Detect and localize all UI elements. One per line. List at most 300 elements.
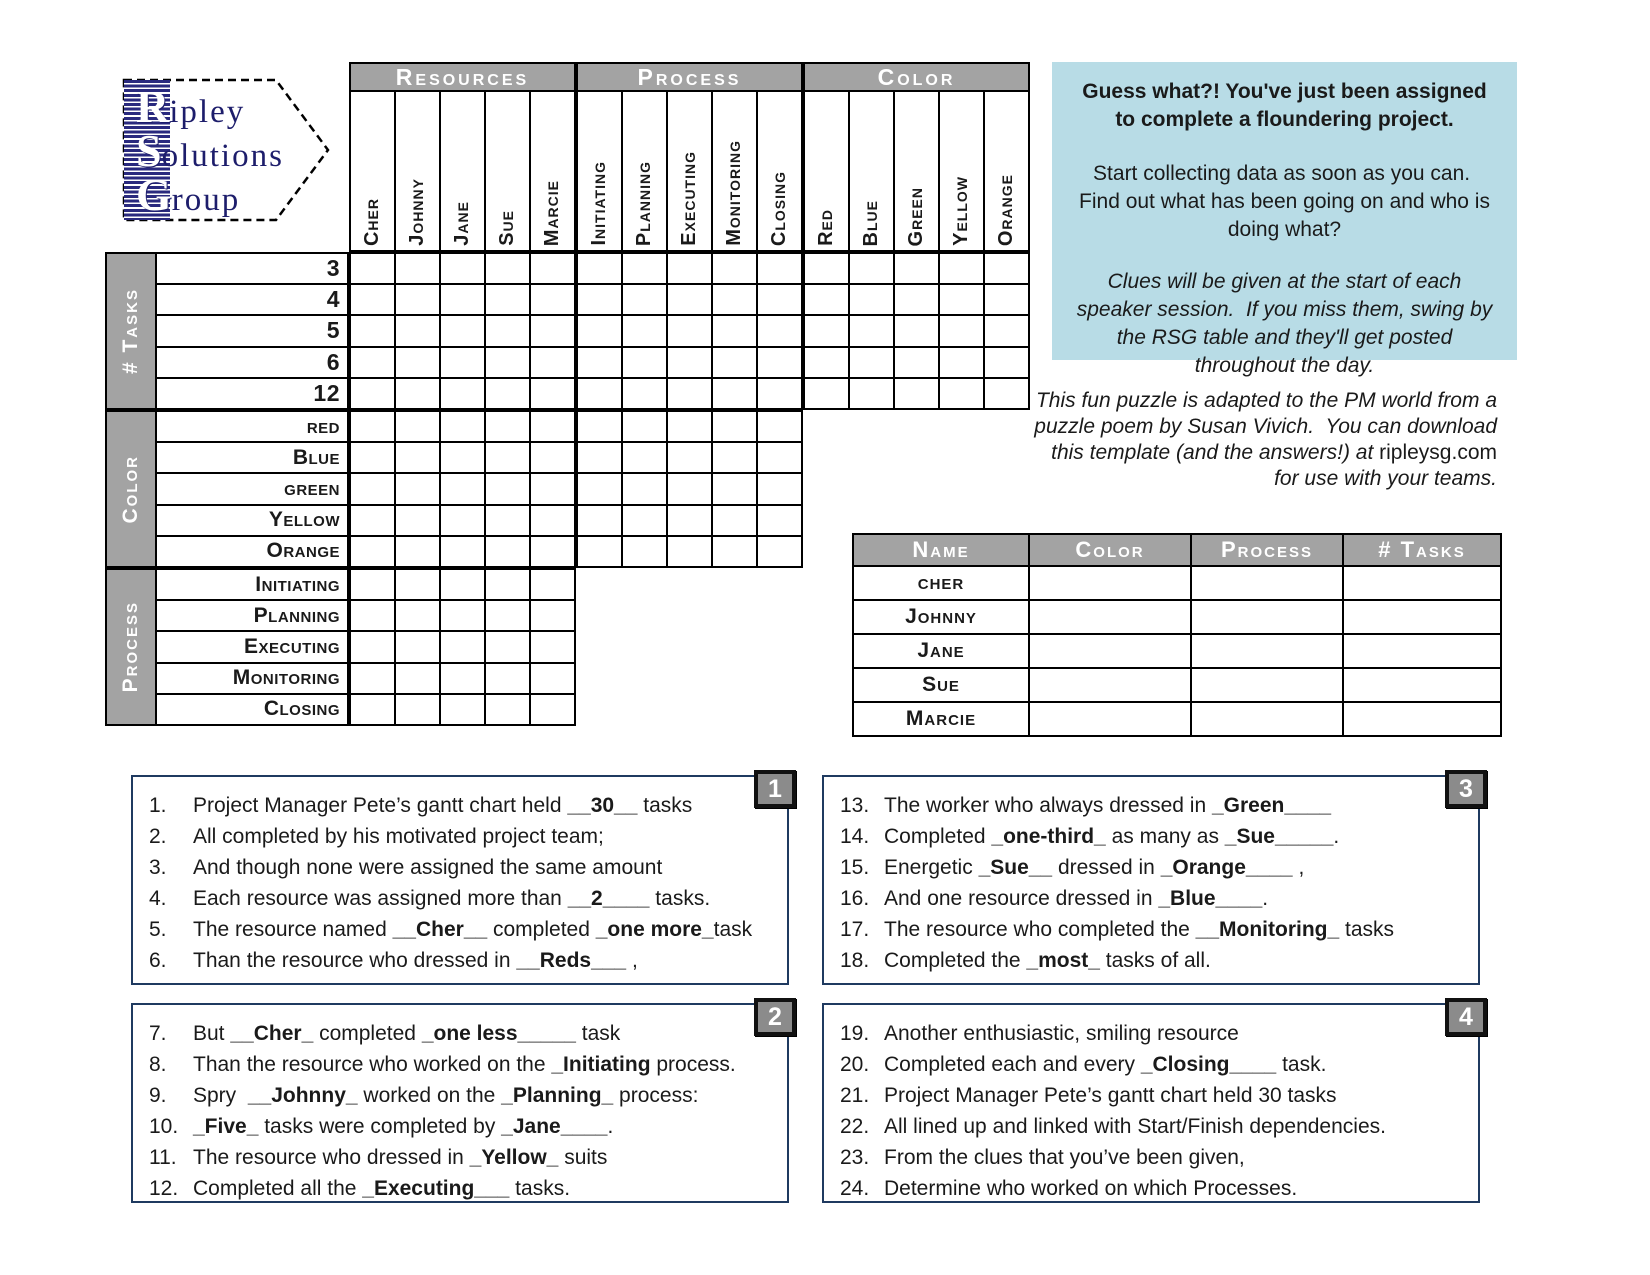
- column-group-block: [803, 62, 1030, 252]
- grid-cell[interactable]: [441, 537, 484, 566]
- answer-table-blank-cell[interactable]: [1344, 601, 1500, 633]
- column-label: Green: [905, 186, 927, 246]
- clue-line: [840, 1173, 1468, 1204]
- grid-cell[interactable]: [486, 285, 529, 314]
- grid-cell[interactable]: [985, 254, 1028, 283]
- grid-cell[interactable]: [351, 254, 394, 283]
- grid-cell[interactable]: [396, 412, 439, 441]
- clue-line: [149, 914, 777, 945]
- grid-cell[interactable]: [578, 412, 621, 441]
- attribution-segment: this template (and the answers!) at: [1051, 441, 1380, 464]
- row-group-label: Process: [119, 601, 142, 693]
- clue-line: [149, 821, 777, 852]
- grid-cell[interactable]: [758, 443, 801, 472]
- grid-cell[interactable]: [396, 379, 439, 408]
- grid-cell[interactable]: [578, 254, 621, 283]
- answer-table-blank-cell[interactable]: [1192, 635, 1342, 667]
- answer-table-header: Process: [1192, 535, 1342, 565]
- logo-initial: S: [136, 125, 162, 176]
- clue-answer-blank: _one-third_: [991, 825, 1106, 848]
- grid-cell[interactable]: [758, 316, 801, 345]
- column-group-header: Resources: [351, 64, 574, 90]
- clue-text: [884, 1173, 1468, 1204]
- clue-answer-blank: __Cher__: [392, 918, 488, 941]
- grid-cell[interactable]: [578, 316, 621, 345]
- grid-cell[interactable]: [940, 254, 983, 283]
- grid-cell[interactable]: [623, 443, 666, 472]
- grid-cell[interactable]: [531, 316, 574, 345]
- grid-cell[interactable]: [895, 316, 938, 345]
- answer-table-blank-cell[interactable]: [1344, 703, 1500, 735]
- grid-cell[interactable]: [351, 316, 394, 345]
- grid-cell[interactable]: [396, 664, 439, 693]
- grid-cell[interactable]: [396, 506, 439, 535]
- attribution-line: [1010, 414, 1497, 440]
- clue-text-segment: All lined up and linked with Start/Finish dependencies.: [884, 1115, 1386, 1138]
- column-label: Monitoring: [723, 140, 745, 246]
- answer-table-blank-cell[interactable]: [1030, 703, 1190, 735]
- clue-number: 20.: [840, 1053, 870, 1076]
- grid-cell[interactable]: [486, 664, 529, 693]
- grid-cell[interactable]: [578, 379, 621, 408]
- grid-cell[interactable]: [623, 537, 666, 566]
- grid-cell[interactable]: [486, 474, 529, 503]
- grid-cell[interactable]: [758, 254, 801, 283]
- grid-cell[interactable]: [396, 474, 439, 503]
- grid-cell[interactable]: [441, 285, 484, 314]
- answer-table-blank-cell[interactable]: [1192, 567, 1342, 599]
- clue-number: 12.: [149, 1177, 179, 1200]
- answer-table-blank-cell[interactable]: [1344, 635, 1500, 667]
- attribution-segment: This fun puzzle is adapted to the PM world from a: [1035, 389, 1497, 412]
- grid-cell[interactable]: [486, 379, 529, 408]
- grid-cell[interactable]: [486, 537, 529, 566]
- grid-cell[interactable]: [713, 443, 756, 472]
- clue-text-segment: tasks.: [509, 1177, 571, 1200]
- grid-cell[interactable]: [623, 348, 666, 377]
- grid-cell[interactable]: [850, 254, 893, 283]
- grid-cell[interactable]: [486, 601, 529, 630]
- grid-cell[interactable]: [441, 601, 484, 630]
- clue-line: [149, 1142, 777, 1173]
- grid-cell[interactable]: [578, 285, 621, 314]
- row-group-header: [107, 412, 155, 566]
- grid-cell[interactable]: [578, 348, 621, 377]
- column-label-cell: [441, 92, 484, 250]
- grid-cell[interactable]: [623, 254, 666, 283]
- grid-cell[interactable]: [351, 285, 394, 314]
- clue-line: [840, 1080, 1468, 1111]
- grid-cell[interactable]: [351, 695, 394, 724]
- column-label-cell: [850, 92, 893, 250]
- grid-cell[interactable]: [895, 254, 938, 283]
- grid-cell[interactable]: [441, 632, 484, 661]
- grid-cell[interactable]: [486, 632, 529, 661]
- answer-table-blank-cell[interactable]: [1030, 635, 1190, 667]
- column-label: Planning: [633, 160, 655, 246]
- grid-cell[interactable]: [396, 537, 439, 566]
- answer-table-name: Sue: [854, 669, 1028, 701]
- grid-cell[interactable]: [441, 379, 484, 408]
- grid-cell[interactable]: [668, 474, 711, 503]
- answer-grid-block: [349, 568, 576, 726]
- grid-cell[interactable]: [940, 348, 983, 377]
- answer-table-blank-cell[interactable]: [1192, 669, 1342, 701]
- clue-line: [149, 1018, 777, 1049]
- attribution-text: [1010, 388, 1497, 492]
- grid-cell[interactable]: [396, 632, 439, 661]
- grid-cell[interactable]: [531, 506, 574, 535]
- grid-cell[interactable]: [441, 412, 484, 441]
- answer-table-blank-cell[interactable]: [1192, 703, 1342, 735]
- clue-text-segment: Completed each and every: [884, 1053, 1141, 1076]
- grid-cell[interactable]: [713, 537, 756, 566]
- grid-cell[interactable]: [758, 506, 801, 535]
- grid-cell[interactable]: [668, 285, 711, 314]
- clue-text: [884, 1049, 1468, 1080]
- clue-answer-blank: _Blue____: [1158, 887, 1263, 910]
- clue-line: [840, 1018, 1468, 1049]
- clue-text: [884, 852, 1468, 883]
- grid-cell[interactable]: [441, 474, 484, 503]
- grid-cell[interactable]: [441, 664, 484, 693]
- grid-cell[interactable]: [578, 443, 621, 472]
- grid-cell[interactable]: [486, 348, 529, 377]
- grid-cell[interactable]: [985, 285, 1028, 314]
- grid-cell[interactable]: [713, 412, 756, 441]
- grid-cell[interactable]: [850, 316, 893, 345]
- grid-cell[interactable]: [668, 443, 711, 472]
- grid-cell[interactable]: [668, 316, 711, 345]
- clue-text-segment: And though none were assigned the same amount: [193, 856, 663, 879]
- grid-cell[interactable]: [486, 443, 529, 472]
- clue-text: [884, 1111, 1468, 1142]
- row-label: 3: [157, 254, 347, 283]
- grid-cell[interactable]: [486, 316, 529, 345]
- grid-cell[interactable]: [531, 412, 574, 441]
- column-label-row: [805, 92, 1028, 250]
- clue-text: [884, 1080, 1468, 1111]
- grid-cell[interactable]: [441, 695, 484, 724]
- grid-cell[interactable]: [396, 695, 439, 724]
- clue-answer-blank: __2____: [567, 887, 650, 910]
- attribution-segment: for use with your teams.: [1274, 467, 1497, 490]
- clue-number: 1.: [149, 794, 167, 817]
- grid-cell[interactable]: [351, 537, 394, 566]
- answer-table-blank-cell[interactable]: [1192, 601, 1342, 633]
- clue-box-4-badge: 4: [1445, 998, 1487, 1036]
- clue-answer-blank: _one more_: [595, 918, 714, 941]
- grid-cell[interactable]: [805, 379, 848, 408]
- grid-cell[interactable]: [940, 379, 983, 408]
- grid-cell[interactable]: [758, 474, 801, 503]
- clue-text-segment: The resource who completed the: [884, 918, 1196, 941]
- grid-cell[interactable]: [396, 316, 439, 345]
- clue-text-segment: Completed all the: [193, 1177, 363, 1200]
- grid-cell[interactable]: [441, 506, 484, 535]
- clue-text: [193, 883, 777, 914]
- clue-line: [840, 914, 1468, 945]
- clue-box-2-badge: 2: [754, 998, 796, 1036]
- grid-cell[interactable]: [486, 570, 529, 599]
- clue-number: 22.: [840, 1115, 870, 1138]
- grid-cell[interactable]: [940, 285, 983, 314]
- clue-text-segment: The worker who always dressed in: [884, 794, 1212, 817]
- clue-text-segment: .: [1333, 825, 1340, 848]
- clue-box-3-badge: 3: [1445, 770, 1487, 808]
- clue-number: 14.: [840, 825, 870, 848]
- attribution-line: [1010, 388, 1497, 414]
- clue-text-segment: Than the resource who worked on the: [193, 1053, 552, 1076]
- clue-list-2: [133, 1005, 787, 1204]
- clue-number: 13.: [840, 794, 870, 817]
- row-group-label: # Tasks: [119, 287, 142, 375]
- grid-cell[interactable]: [351, 443, 394, 472]
- grid-cell[interactable]: [531, 379, 574, 408]
- clue-box-2: [131, 1003, 789, 1203]
- row-label: 12: [157, 379, 347, 408]
- clue-text: [884, 914, 1468, 945]
- grid-cell[interactable]: [531, 254, 574, 283]
- grid-cell[interactable]: [396, 348, 439, 377]
- grid-cell[interactable]: [531, 695, 574, 724]
- clue-text: [884, 883, 1468, 914]
- clue-text-segment: Determine who worked on which Processes.: [884, 1177, 1298, 1200]
- grid-cell[interactable]: [351, 601, 394, 630]
- grid-cell[interactable]: [396, 254, 439, 283]
- clue-number: 17.: [840, 918, 870, 941]
- clue-text: [193, 1173, 777, 1204]
- grid-cell[interactable]: [531, 285, 574, 314]
- grid-cell[interactable]: [668, 412, 711, 441]
- grid-cell[interactable]: [895, 379, 938, 408]
- clue-number: 21.: [840, 1084, 870, 1107]
- grid-cell[interactable]: [578, 506, 621, 535]
- grid-cell[interactable]: [351, 632, 394, 661]
- grid-cell[interactable]: [351, 412, 394, 441]
- clue-line: [840, 945, 1468, 976]
- grid-cell[interactable]: [805, 316, 848, 345]
- grid-cell[interactable]: [441, 316, 484, 345]
- grid-cell[interactable]: [713, 254, 756, 283]
- grid-cell[interactable]: [713, 285, 756, 314]
- grid-cell[interactable]: [758, 285, 801, 314]
- clue-text-segment: completed: [313, 1022, 422, 1045]
- answer-grid-block: [576, 410, 803, 568]
- grid-cell[interactable]: [985, 348, 1028, 377]
- grid-cell[interactable]: [351, 570, 394, 599]
- clue-text-segment: Project Manager Pete’s gantt chart held 30 tasks: [884, 1084, 1337, 1107]
- clue-text-segment: .: [607, 1115, 614, 1138]
- grid-cell[interactable]: [531, 348, 574, 377]
- grid-cell[interactable]: [578, 537, 621, 566]
- clue-line: [149, 1111, 777, 1142]
- answer-table-blank-cell[interactable]: [1344, 669, 1500, 701]
- grid-cell[interactable]: [758, 379, 801, 408]
- clue-line: [149, 1173, 777, 1204]
- grid-cell[interactable]: [531, 632, 574, 661]
- grid-cell[interactable]: [985, 316, 1028, 345]
- grid-cell[interactable]: [531, 537, 574, 566]
- grid-cell[interactable]: [713, 379, 756, 408]
- clue-line: [149, 945, 777, 976]
- clue-box-1-badge: 1: [754, 770, 796, 808]
- grid-cell[interactable]: [531, 443, 574, 472]
- grid-cell[interactable]: [713, 316, 756, 345]
- grid-cell[interactable]: [351, 506, 394, 535]
- clue-line: [149, 1080, 777, 1111]
- grid-cell[interactable]: [396, 570, 439, 599]
- column-label-cell: [578, 92, 621, 250]
- clue-text-segment: Project Manager Pete’s gantt chart held: [193, 794, 568, 817]
- clue-text-segment: tasks of all.: [1099, 949, 1211, 972]
- clue-number: 2.: [149, 825, 167, 848]
- grid-cell[interactable]: [623, 379, 666, 408]
- grid-cell[interactable]: [623, 412, 666, 441]
- row-label: Planning: [157, 601, 347, 630]
- clue-line: [840, 1142, 1468, 1173]
- grid-cell[interactable]: [486, 506, 529, 535]
- grid-cell[interactable]: [758, 412, 801, 441]
- row-label: Blue: [157, 443, 347, 472]
- grid-cell[interactable]: [531, 601, 574, 630]
- answer-table-blank-cell[interactable]: [1030, 567, 1190, 599]
- column-label: Johnny: [406, 178, 428, 246]
- answer-table-blank-cell[interactable]: [1030, 601, 1190, 633]
- grid-cell[interactable]: [668, 348, 711, 377]
- clue-text-segment: Completed: [884, 825, 992, 848]
- grid-cell[interactable]: [850, 379, 893, 408]
- clue-text-segment: .: [1262, 887, 1269, 910]
- grid-cell[interactable]: [531, 474, 574, 503]
- grid-cell[interactable]: [578, 474, 621, 503]
- answer-table-blank-cell[interactable]: [1344, 567, 1500, 599]
- grid-cell[interactable]: [623, 316, 666, 345]
- row-label: red: [157, 412, 347, 441]
- column-label-cell: [396, 92, 439, 250]
- grid-cell[interactable]: [486, 412, 529, 441]
- clue-number: 3.: [149, 856, 167, 879]
- clue-number: 10.: [149, 1115, 179, 1138]
- clue-text-segment: process:: [613, 1084, 699, 1107]
- clue-number: 15.: [840, 856, 870, 879]
- grid-cell[interactable]: [396, 443, 439, 472]
- grid-cell[interactable]: [668, 379, 711, 408]
- clue-number: 24.: [840, 1177, 870, 1200]
- grid-cell[interactable]: [758, 537, 801, 566]
- grid-cell[interactable]: [623, 506, 666, 535]
- clue-text: [193, 1142, 777, 1173]
- grid-cell[interactable]: [441, 348, 484, 377]
- column-label: Closing: [768, 170, 790, 246]
- grid-cell[interactable]: [623, 285, 666, 314]
- column-label-cell: [623, 92, 666, 250]
- grid-cell[interactable]: [531, 570, 574, 599]
- clue-text: [193, 852, 777, 883]
- grid-cell[interactable]: [713, 506, 756, 535]
- clue-line: [840, 1049, 1468, 1080]
- grid-cell[interactable]: [668, 506, 711, 535]
- clue-text: [884, 790, 1468, 821]
- grid-cell[interactable]: [441, 570, 484, 599]
- clue-text-segment: Each resource was assigned more than: [193, 887, 568, 910]
- info-box: [1052, 62, 1517, 377]
- grid-cell[interactable]: [805, 254, 848, 283]
- grid-cell[interactable]: [351, 348, 394, 377]
- clue-text-segment: Energetic: [884, 856, 979, 879]
- website-name: ripleysg.com: [1379, 441, 1497, 464]
- clue-answer-blank: _Orange____: [1160, 856, 1293, 879]
- grid-cell[interactable]: [351, 664, 394, 693]
- clue-text-segment: Another enthusiastic, smiling resource: [884, 1022, 1239, 1045]
- grid-cell[interactable]: [441, 443, 484, 472]
- column-label-cell: [758, 92, 801, 250]
- clue-text-segment: Spry: [193, 1084, 248, 1107]
- column-label-cell: [985, 92, 1028, 250]
- clue-answer-blank: __Reds___: [516, 949, 627, 972]
- clue-text-segment: as many as: [1105, 825, 1225, 848]
- grid-cell[interactable]: [805, 348, 848, 377]
- grid-cell[interactable]: [351, 474, 394, 503]
- grid-cell[interactable]: [758, 348, 801, 377]
- answer-table-blank-cell[interactable]: [1030, 669, 1190, 701]
- row-group-label: Color: [119, 454, 142, 524]
- column-label: Red: [815, 209, 837, 246]
- row-group-block: [105, 568, 349, 726]
- grid-cell[interactable]: [486, 254, 529, 283]
- grid-cell[interactable]: [351, 379, 394, 408]
- grid-cell[interactable]: [713, 474, 756, 503]
- answer-grid-block: [349, 252, 576, 410]
- grid-cell[interactable]: [486, 695, 529, 724]
- grid-cell[interactable]: [623, 474, 666, 503]
- column-label: Blue: [860, 199, 882, 246]
- row-label: green: [157, 474, 347, 503]
- column-group-header: Color: [805, 64, 1028, 90]
- column-label: Orange: [995, 173, 1017, 246]
- clue-answer-blank: _Executing___: [362, 1177, 510, 1200]
- grid-cell[interactable]: [668, 254, 711, 283]
- clue-answer-blank: _one less_____: [421, 1022, 576, 1045]
- clue-text: [193, 1018, 777, 1049]
- info-heading: Guess what?! You've just been assigned to complete a floundering project.: [1082, 80, 1487, 131]
- clue-text-segment: task.: [1276, 1053, 1327, 1076]
- grid-cell[interactable]: [850, 285, 893, 314]
- logo-word: ipley: [169, 94, 246, 130]
- grid-cell[interactable]: [940, 316, 983, 345]
- answer-table-header: Color: [1030, 535, 1190, 565]
- clue-answer-blank: _Sue_____: [1224, 825, 1334, 848]
- grid-cell[interactable]: [850, 348, 893, 377]
- clue-text-segment: tasks were completed by: [258, 1115, 502, 1138]
- grid-cell[interactable]: [713, 348, 756, 377]
- grid-cell[interactable]: [441, 254, 484, 283]
- grid-cell[interactable]: [396, 285, 439, 314]
- clue-text-segment: completed: [487, 918, 596, 941]
- grid-cell[interactable]: [895, 348, 938, 377]
- grid-cell[interactable]: [895, 285, 938, 314]
- row-label: Monitoring: [157, 664, 347, 693]
- grid-cell[interactable]: [396, 601, 439, 630]
- grid-cell[interactable]: [805, 285, 848, 314]
- answer-table-name: Marcie: [854, 703, 1028, 735]
- grid-cell[interactable]: [531, 664, 574, 693]
- clue-answer-blank: _Sue__: [978, 856, 1053, 879]
- clue-text-segment: The resource who dressed in: [193, 1146, 470, 1169]
- clue-number: 9.: [149, 1084, 167, 1107]
- clue-text: [884, 821, 1468, 852]
- grid-cell[interactable]: [668, 537, 711, 566]
